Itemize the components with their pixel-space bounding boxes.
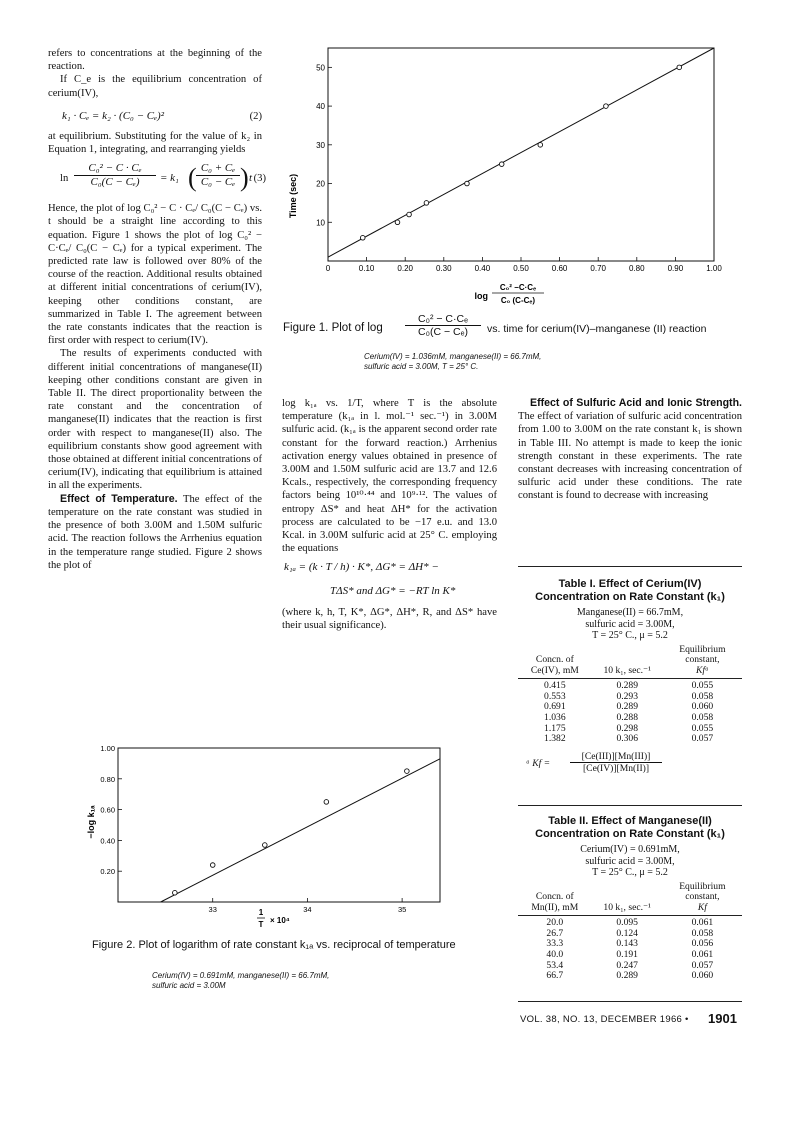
table-2-body [518, 916, 742, 982]
table-1-cell: 0.058 [691, 712, 714, 724]
equation-2-body: k₁ · Cₑ = k₂ · (C₀ − Cₑ)² [62, 109, 164, 122]
table-1-cell: 1.036 [544, 712, 566, 724]
figure-1-conditions-line1: Cerium(IV) = 1.036mM, manganese(II) = 66.7mM, [364, 352, 542, 361]
figure-1-x-tick-label: 0.50 [513, 264, 529, 273]
figure-1-data-point [360, 235, 365, 240]
figure-2-xlabel-den: T [258, 920, 264, 929]
table-2-row [518, 916, 742, 929]
para-equilibrium: If C_e is the equilibrium concentration of cerium(IV), [48, 74, 262, 99]
figure-2-conditions-line1: Cerium(IV) = 0.691mM, manganese(II) = 66.7mM, [152, 971, 330, 980]
figure-2-data-point [173, 890, 178, 895]
table-1-cell: 0.553 [544, 690, 566, 702]
table-2-cell: 66.7 [546, 970, 564, 982]
figure-2-xlabel-suffix: × 10⁴ [270, 916, 290, 925]
figure-2-axes [118, 748, 440, 902]
equation-3-paren-right: ) [240, 163, 249, 193]
table-2-cell: 0.061 [691, 917, 714, 929]
table-1-cond2: sulfuric acid = 3.00M, [585, 618, 675, 630]
para-results: The results of experiments conducted with different initial concentrations of manganese(II) keeping other conditions constant are given in Table II. The direct proportionality between the rate constant and the concentration of manganese(II) indicates that the reaction is first order with respect to manganese(II) also. The equilibrium constants show good agreement with those obtained at different initial concentrations of cerium(IV), indicating that equilibrium is attained in all the experiments. [48, 348, 262, 492]
table-1-cell: 0.691 [544, 701, 566, 713]
equation-2 [48, 104, 262, 130]
table-2-cell: 0.060 [691, 970, 714, 982]
table-2-cell: 0.143 [616, 938, 638, 950]
figure-2-conditions [152, 971, 392, 991]
para-intro: refers to concentrations at the beginning of the reaction. [48, 48, 262, 73]
table-2-cell: 53.4 [546, 959, 564, 971]
figure-2-data-point [324, 800, 329, 805]
table-1-col-equil [663, 645, 742, 677]
table-1-col-concn [518, 645, 592, 677]
table-2-header-row [518, 882, 742, 914]
para-hence: Hence, the plot of log C₀² − C · Cₑ/ C₀(C − Cₑ) vs. t should be a straight line according to this equation. Figure 1 shows the plot of log C₀² − C·Cₑ/ C₀(C − Cₑ) for a typical experiment. The predicted rate law is followed over 80% of the course of the reaction. Additional results obtained at different initial concentrations of cerium(IV), keeping other conditions constant, are summarized in Table I. The agreement between the rate constants indicates that the reaction is first order with respect to cerium(IV). [48, 203, 262, 347]
table-2-cell: 40.0 [546, 949, 564, 961]
table-1-cell: 1.382 [544, 733, 566, 745]
table-1-body [518, 679, 742, 745]
table-2-cell: 0.289 [616, 970, 638, 982]
table-1-cell: 0.058 [691, 690, 714, 702]
figure-2-fit-line [161, 759, 440, 902]
column-left [48, 47, 266, 572]
figure-1-data-point [424, 201, 429, 206]
figure-2-ylabel: −log k₁ₐ [86, 805, 96, 839]
table-1-row [518, 679, 742, 692]
table-1-grid [518, 645, 742, 745]
figure-1-x-tick-label: 0.60 [551, 264, 568, 273]
figure-1-xlabel-num: C₀² −C·Cₑ [499, 283, 537, 292]
table-2-conditions [518, 844, 742, 879]
table-1-col-equil-a: Equilibrium [679, 643, 726, 655]
equation-activation-line2: TΔS* and ΔG* = −RT ln K* [330, 584, 456, 597]
figure-1-data-point [499, 162, 504, 167]
figure-1-ticks [316, 63, 722, 273]
table-1-col-concn-b: Ce(IV), mM [530, 664, 579, 676]
column-right [518, 397, 742, 503]
table-1-cell: 0.415 [544, 680, 566, 692]
table-2-col-concn-a: Concn. of [535, 891, 574, 903]
figure-2-x-tick-label: 33 [208, 905, 217, 914]
table-1-footnote [518, 751, 742, 777]
figure-2-xlabel-num: 1 [258, 908, 264, 917]
table-1-col-k [592, 645, 663, 677]
figure-1-caption-frac [405, 313, 481, 338]
table-2-cond3: T = 25° C., μ = 5.2 [592, 867, 668, 878]
table-1-cell: 0.293 [616, 690, 639, 702]
table-2-cell: 0.056 [691, 938, 714, 950]
figure-1-x-tick-label: 0.80 [629, 264, 645, 273]
figure-1-frame [328, 48, 714, 261]
table-2-col-equil [663, 882, 742, 914]
table-1-cell: 0.057 [691, 733, 714, 745]
table-2-cell: 20.0 [546, 917, 564, 929]
table-1-col-equil-b: constant, [685, 654, 720, 666]
table-2-title-line2: Concentration on Rate Constant (k₁) [535, 828, 725, 840]
table-2-col-concn-b: Mn(II), mM [531, 901, 579, 913]
table-1-col-equil-c: Kfᵃ [695, 664, 709, 676]
table-1-cond3: T = 25° C., μ = 5.2 [592, 630, 668, 641]
figure-1-data-point [465, 181, 470, 186]
table-2-cell: 0.191 [616, 949, 638, 961]
figure-1-x-tick-label: 1.00 [706, 264, 722, 273]
equation-3-frac1-num: C₀² − C · Cₑ [74, 162, 156, 176]
para-sulfuric-body: The effect of variation of sulfuric acid concentration from 1.00 to 3.00M on the rate constant k₁ is shown in Table III. No attempt is made to keep the ionic strength constant in these experiments. The rate constant decreases with increasing concentration of sulfuric acid under these conditions. The rate constant is found to decrease with increasing [518, 411, 742, 502]
para-substituting: at equilibrium. Substituting for the value of k₂ in Equation 1, integrating, and rearranging yields [48, 130, 262, 156]
table-1-footnote-frac [570, 751, 662, 774]
figure-1-x-tick-label: 0.30 [436, 264, 452, 273]
table-2-col-k-label: 10 k₁, sec.⁻¹ [603, 901, 651, 913]
figure-1-y-tick-label: 40 [316, 102, 325, 112]
figure-1-x-tick-label: 0.90 [667, 264, 684, 273]
table-1-cell: 0.298 [616, 722, 639, 734]
figure-2-x-tick-label: 35 [397, 905, 407, 914]
equation-2-number: (2) [249, 110, 262, 122]
table-2-cell: 0.095 [616, 917, 638, 929]
table-2-cell: 0.057 [691, 959, 714, 971]
para-sulfuric [518, 397, 742, 503]
para-temperature [48, 493, 262, 572]
figure-1-data-point [677, 65, 682, 70]
table-1-row [518, 734, 742, 745]
table-1-cell: 0.055 [691, 722, 714, 734]
table-1-col-k-label: 10 k₁, sec.⁻¹ [603, 664, 651, 676]
table-1-conditions [518, 607, 742, 642]
table-2-row [518, 971, 742, 982]
figure-1-fit-line [328, 48, 714, 257]
table-2-cell: 0.061 [691, 949, 714, 961]
equation-3-frac2-den: C₀ − Cₑ [200, 176, 236, 189]
table-2-col-equil-c: Kf [697, 901, 707, 913]
figure-2-data-point [210, 863, 215, 868]
column-middle [282, 397, 497, 632]
table-1-title-line1: Table I. Effect of Cerium(IV) [558, 578, 702, 590]
table-2-top-rule [518, 805, 742, 806]
table-1-cond1: Manganese(II) = 66.7mM, [576, 607, 684, 618]
equation-3-frac2 [196, 162, 240, 189]
figure-1-x-tick-label: 0.20 [397, 264, 413, 273]
equation-activation-line1: k₁ₐ = (k · T / h) · K*, ΔG* = ΔH* − [284, 561, 439, 574]
figure-1-y-tick-label: 20 [316, 179, 325, 189]
figure-1-y-tick-label: 50 [316, 63, 325, 73]
figure-1-conditions [364, 352, 584, 372]
figure-1-axes [328, 48, 714, 261]
equation-3 [48, 158, 266, 202]
figure-1-marks [328, 48, 714, 257]
figure-2-data-point [405, 769, 410, 774]
table-2-cond1: Cerium(IV) = 0.691mM, [580, 844, 680, 855]
figure-1-y-tick-label: 10 [316, 218, 325, 228]
figure-1-data-point [407, 212, 412, 217]
figure-1-y-tick-label: 30 [316, 140, 325, 150]
table-1-cell: 0.288 [616, 712, 639, 724]
figure-1-data-point [604, 104, 609, 109]
figure-2-ticks [100, 744, 406, 914]
equation-3-number: (3) [253, 173, 266, 185]
figure-1-x-tick-label: 0.70 [590, 264, 606, 273]
table-2-title-line1: Table II. Effect of Manganese(II) [548, 815, 712, 827]
table-2-cell: 0.058 [691, 927, 714, 939]
table-1-title-line2: Concentration on Rate Constant (k₁) [535, 591, 725, 603]
table-2-col-equil-a: Equilibrium [679, 880, 726, 892]
figure-2-marks [161, 759, 440, 902]
table-1-cell: 0.060 [691, 701, 714, 713]
figure-2-y-tick-label: 0.80 [100, 774, 115, 784]
equation-activation [282, 561, 497, 597]
equation-3-frac1-den: C₀(C − Cₑ) [90, 176, 140, 189]
figure-2-data-point [262, 843, 267, 848]
figure-2-y-tick-label: 1.00 [100, 744, 115, 753]
table-1-footnote-num: [Ce(III)][Mn(III)] [570, 751, 662, 763]
figure-1-caption-suffix: vs. time for cerium(IV)–manganese (II) reaction [487, 323, 707, 335]
figure-2-y-tick-label: 0.20 [100, 867, 115, 877]
figure-2-y-tick-label: 0.40 [100, 836, 115, 846]
figure-2-caption: Figure 2. Plot of logarithm of rate constant k₁ₐ vs. reciprocal of temperature [92, 939, 456, 951]
figure-1-x-tick-label: 0.40 [474, 264, 491, 273]
table-2-col-k [592, 882, 663, 914]
table-1-footnote-prefix: ᵃ Kf = [526, 757, 551, 769]
equation-3-paren-left: ( [188, 163, 197, 193]
equation-3-ln: ln [60, 173, 69, 185]
figure-1-conditions-line2: sulfuric acid = 3.00M, T = 25° C. [364, 362, 479, 371]
table-2-cell: 33.3 [546, 938, 564, 950]
figure-1-ylabel: Time (sec) [288, 173, 298, 219]
para-where: (where k, h, T, K*, ΔG*, ΔH*, R, and ΔS* have their usual significance). [282, 606, 497, 632]
table-1 [518, 578, 742, 777]
figure-1-xlabel-prefix: log [474, 291, 488, 301]
heading-sulfuric: Effect of Sulfuric Acid and Ionic Strength. [530, 397, 742, 409]
table-1-header-row [518, 645, 742, 677]
table-1-top-rule [518, 566, 742, 567]
table-1-footnote-den: [Ce(IV)][Mn(II)] [582, 762, 650, 774]
table-1-cell: 0.306 [616, 733, 639, 745]
table-1-col-concn-a: Concn. of [535, 654, 574, 666]
figure-1-data-point [395, 220, 400, 225]
table-1-cell: 0.289 [616, 701, 639, 713]
para-arrhenius: log k₁ₐ vs. 1/T, where T is the absolute temperature (k₁ₐ in l. mol.⁻¹ sec.⁻¹) in 3.00M sulfuric acid. (k₁ₐ is the apparent second order rate constant for the forward reaction.) Arrhenius activation energy values obtained in presence of 3.00M and 1.50M sulfuric acid are 13.7 and 12.6 Kcals., respectively, the corresponding frequency factors being 10¹⁰·⁴⁴ and 10⁹·¹². The values of entropy ΔS* and heat ΔH* for the activation process are calculated to be −17 e.u. and 13.0 Kcal. in 3.00M sulfuric acid at 25° C. employing the equations [282, 398, 497, 555]
equation-3-frac1 [74, 162, 156, 189]
footer-rule [518, 1001, 742, 1002]
para-temperature-body: The effect of the temperature on the rate constant was studied in the presence of both 3.00M and 1.50M sulfuric acid. The reaction follows the Arrhenius equation in the temperature range studied. Figure 2 shows the plot of [48, 493, 262, 571]
table-2-grid [518, 882, 742, 982]
equation-3-t: t [249, 172, 253, 185]
table-2 [518, 815, 742, 982]
figure-1-xlabel-den: C₀ (C-Cₑ) [500, 296, 536, 305]
figure-1-chart [280, 44, 730, 306]
figure-2-x-tick-label: 34 [303, 905, 312, 914]
running-head: VOL. 38, NO. 13, DECEMBER 1966 • [520, 1014, 689, 1025]
figure-1-caption-prefix: Figure 1. Plot of log [283, 322, 383, 334]
table-2-col-concn [518, 882, 592, 914]
table-2-cell: 26.7 [546, 927, 564, 939]
table-1-cell: 0.055 [691, 680, 714, 692]
table-2-col-equil-b: constant, [685, 891, 720, 903]
equation-3-mid: = k₁ [160, 172, 179, 185]
table-1-cell: 0.289 [616, 680, 639, 692]
table-2-cell: 0.124 [616, 927, 638, 939]
table-2-cell: 0.247 [616, 959, 638, 971]
figure-1-caption [283, 310, 753, 350]
equation-3-frac2-num: C₀ + Cₑ [196, 162, 240, 176]
figure-1-caption-frac-den: C₀(C − Cₑ) [418, 326, 468, 338]
table-1-cell: 1.175 [544, 722, 566, 734]
page-number: 1901 [708, 1011, 737, 1026]
figure-1-caption-frac-num: C₀² − C·Cₑ [405, 313, 481, 326]
heading-temperature: Effect of Temperature. [60, 492, 178, 505]
figure-2-conditions-line2: sulfuric acid = 3.00M [152, 981, 226, 990]
figure-1-x-tick-label: 0.10 [358, 264, 375, 273]
figure-1-x-tick-label: 0 [325, 264, 331, 273]
figure-2-frame [118, 748, 440, 902]
figure-2-chart [80, 740, 460, 938]
figure-1-data-point [538, 143, 543, 148]
table-2-cond2: sulfuric acid = 3.00M, [585, 855, 675, 867]
figure-2-y-tick-label: 0.60 [100, 805, 115, 815]
